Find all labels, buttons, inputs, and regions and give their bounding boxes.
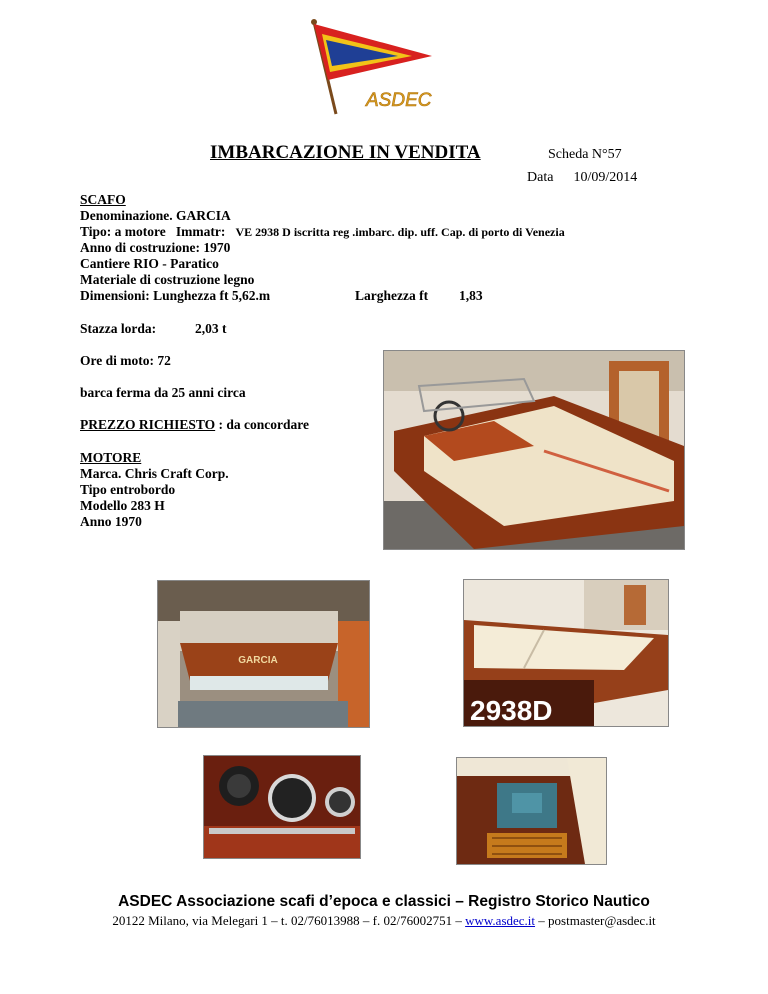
motore-heading: MOTORE — [80, 450, 142, 465]
tipo-immatr-line — [80, 224, 565, 240]
materiale: Materiale di costruzione legno — [80, 272, 255, 287]
dimensioni: Dimensioni: Lunghezza ft 5,62.m — [80, 288, 271, 303]
scafo-heading: SCAFO — [80, 192, 126, 207]
date-line — [527, 170, 637, 186]
date-label: Data — [527, 170, 554, 185]
motore-modello: Modello 283 H — [80, 498, 165, 513]
anno-costruzione: Anno di costruzione: 1970 — [80, 240, 231, 255]
boat-photo-dashboard — [203, 755, 361, 859]
stazza-value: 2,03 t — [195, 321, 227, 336]
note: barca ferma da 25 anni circa — [80, 385, 246, 400]
cantiere: Cantiere RIO - Paratico — [80, 256, 219, 271]
boat-photo-stern — [157, 580, 370, 728]
footer-contacts — [0, 913, 768, 929]
footer-association: ASDEC Associazione scafi d’epoca e classici – Registro Storico Nautico — [118, 893, 650, 910]
boat-photo-top — [383, 350, 685, 550]
prezzo-value: : da concordare — [215, 417, 310, 432]
website-link[interactable]: www.asdec.it — [465, 913, 536, 928]
asdec-logo — [300, 18, 440, 118]
tipo: Tipo: a motore — [80, 224, 166, 239]
larghezza-label: Larghezza ft — [355, 288, 429, 303]
stern-name-text: GARCIA — [238, 655, 278, 666]
motore-anno: Anno 1970 — [80, 514, 142, 529]
boat-photo-hull — [463, 579, 669, 727]
motore-marca: Marca. Chris Craft Corp. — [80, 466, 229, 481]
stazza-label: Stazza lorda: — [80, 321, 157, 336]
motore-tipo: Tipo entrobordo — [80, 482, 176, 497]
logo-text: ASDEC — [366, 90, 432, 111]
ore-moto: Ore di moto: 72 — [80, 353, 171, 368]
larghezza-value: 1,83 — [459, 288, 483, 303]
hull-registration-text: 2938D — [470, 695, 553, 726]
immatr-value: VE 2938 D iscritta reg .imbarc. dip. uff. Cap. di porto di Venezia — [235, 225, 565, 239]
footer-address: 20122 Milano, via Melegari 1 – t. 02/76013988 – f. 02/76002751 – — [112, 913, 466, 928]
flag-logo-icon — [300, 18, 440, 118]
immatr-label: Immatr: — [175, 224, 226, 239]
page-title: IMBARCAZIONE IN VENDITA — [210, 142, 481, 163]
scheda-number: Scheda N°57 — [548, 147, 622, 162]
footer-email: – postmaster@asdec.it — [535, 913, 656, 928]
denominazione: Denominazione. GARCIA — [80, 208, 231, 223]
date-value: 10/09/2014 — [573, 170, 638, 185]
boat-photo-engine — [456, 757, 607, 865]
prezzo-line — [80, 417, 309, 433]
prezzo-label: PREZZO RICHIESTO — [80, 417, 216, 432]
